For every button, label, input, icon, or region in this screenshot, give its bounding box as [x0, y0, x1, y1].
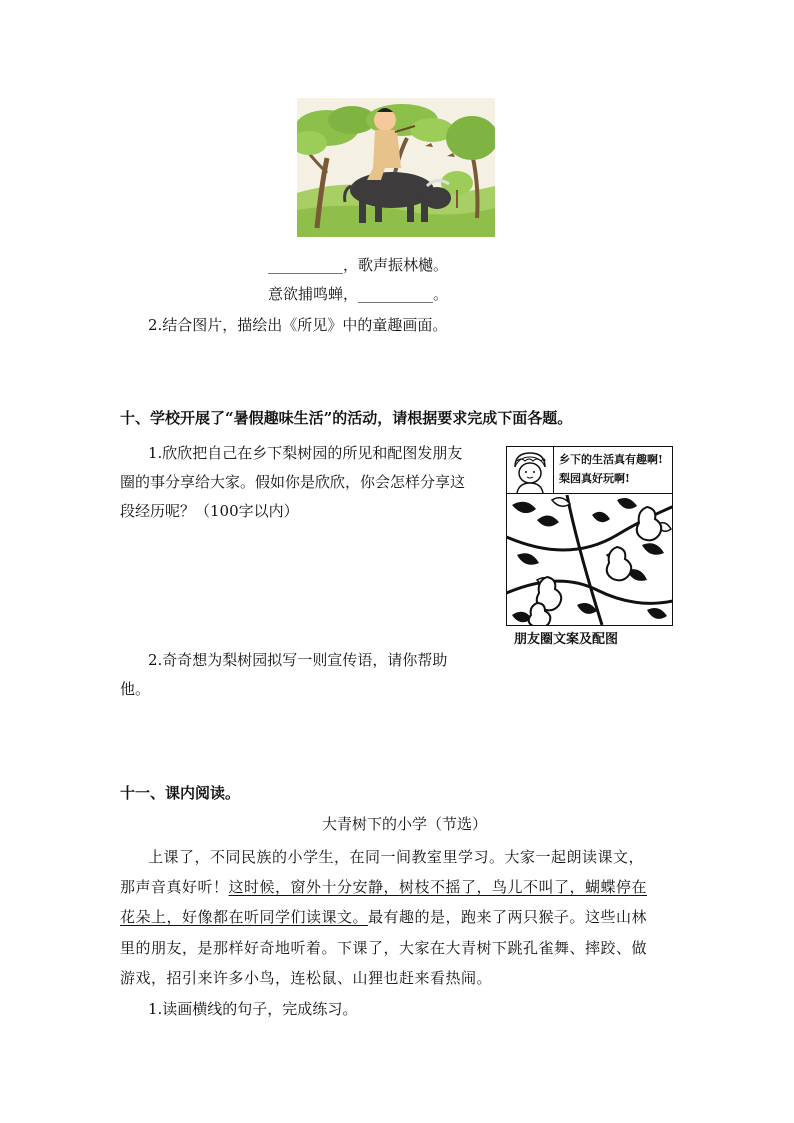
poem-line-2 — [268, 284, 448, 304]
section-10-heading: 十、学校开展了“暑假趣味生活”的活动，请根据要求完成下面各题。 — [120, 409, 573, 427]
passage-title: 大青树下的小学（节选） — [322, 815, 488, 833]
passage-line-3 — [120, 907, 647, 927]
poem-blank-2[interactable]: __________ — [358, 285, 434, 303]
poem-line-2-end: 。 — [433, 285, 449, 303]
speech-row — [507, 447, 672, 494]
passage-line-2 — [120, 877, 647, 897]
girl-face-icon — [507, 447, 554, 493]
poem-line-1 — [268, 255, 448, 275]
question-10-2-line-1: 2.奇奇想为梨树园拟写一则宣传语，请你帮助 — [148, 651, 448, 669]
speech-bubble-text: 乡下的生活真有趣啊!梨园真好玩啊! — [559, 453, 663, 485]
question-11-1: 1.读画横线的句子，完成练习。 — [148, 1000, 358, 1018]
passage-line-3-text: 最有趣的是，跑来了两只猴子。这些山林 — [368, 908, 648, 926]
passage-line-1: 上课了，不同民族的小学生，在同一间教室里学习。大家一起朗读课文， — [148, 848, 645, 866]
passage-line-2-text: 那声音真好听！ — [120, 878, 229, 896]
poem-line-2-text: 意欲捕鸣蝉， — [268, 285, 359, 303]
question-10-2-line-2: 他。 — [120, 680, 151, 698]
question-10-1-line-3: 段经历呢？（100字以内） — [120, 502, 299, 520]
poem-illustration — [297, 98, 495, 237]
question-10-1-line-1: 1.欣欣把自己在乡下梨树园的所见和配图发朋友 — [148, 444, 463, 462]
underlined-sentence-part-1: 这时候，窗外十分安静，树枝不摇了，鸟儿不叫了，蝴蝶停在 — [228, 878, 648, 896]
section-11-heading: 十一、课内阅读。 — [120, 784, 241, 802]
poem-blank-1[interactable]: __________ — [268, 256, 343, 274]
image-caption: 朋友圈文案及配图 — [514, 632, 619, 647]
question-10-1-line-2: 圈的事分享给大家。假如你是欣欣，你会怎样分享这 — [120, 473, 466, 491]
moments-post-image — [506, 446, 673, 626]
pear-tree-drawing — [507, 495, 672, 625]
poem-line-1-text: ，歌声振林樾。 — [343, 256, 449, 274]
passage-line-5: 游戏，招引来许多小鸟，连松鼠、山狸也赶来看热闹。 — [120, 969, 493, 987]
underlined-sentence-part-2: 花朵上，好像都在听同学们读课文。 — [120, 908, 369, 926]
passage-line-4: 里的朋友，是那样好奇地听着。下课了，大家在大青树下跳孔雀舞、摔跤、做 — [120, 939, 648, 957]
question-9-2: 2.结合图片，描绘出《所见》中的童趣画面。 — [148, 316, 448, 334]
